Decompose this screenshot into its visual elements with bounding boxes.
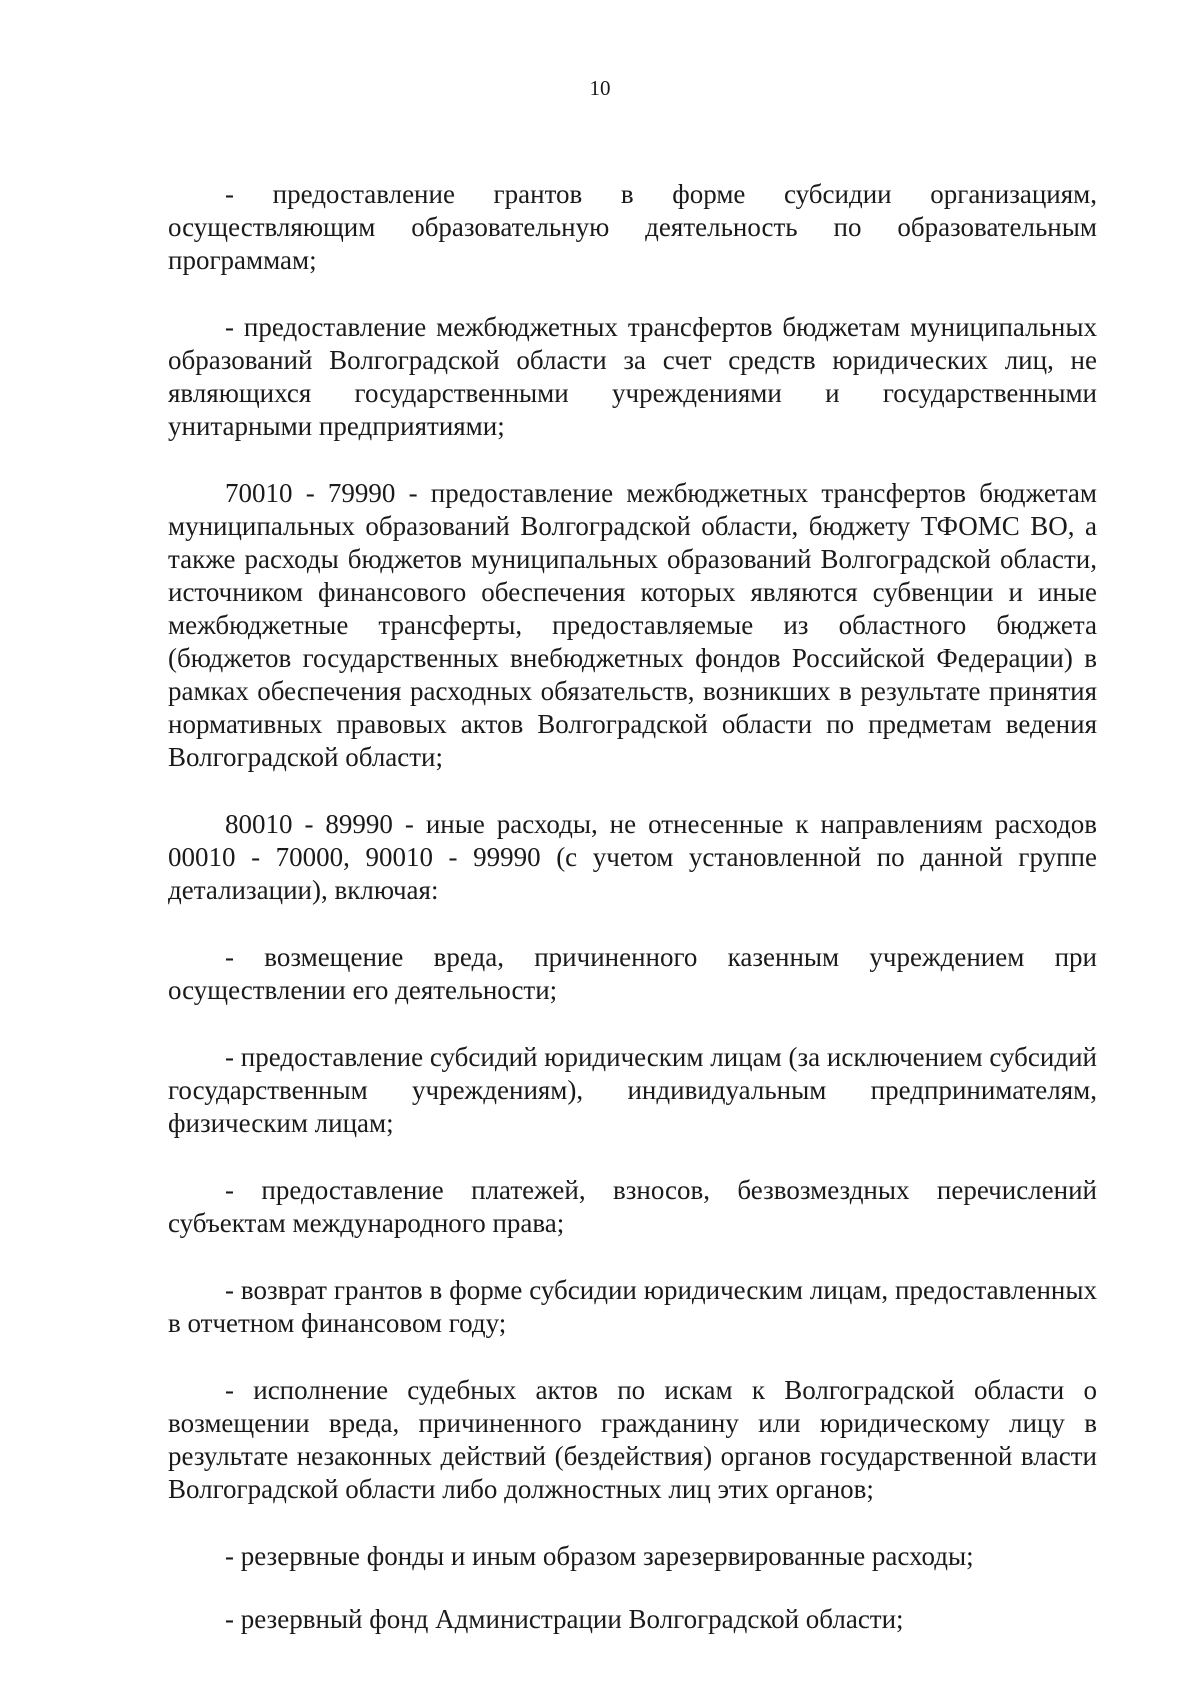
- paragraph-70010-79990: 70010 - 79990 - предоставление межбюджетных трансфертов бюджетам муниципальных образований Волгоградской области, бюджету ТФОМС ВО, а также расходы бюджетов муниципальных образований Волгоградской области, источником финансового обеспечения которых являются субвенции и иные межбюджетные трансферты, предоставляемые из областного бюджета (бюджетов государственных внебюджетных фондов Российской Федерации) в рамках обеспечения расходных обязательств, возникших в результате принятия нормативных правовых актов Волгоградской области по предметам ведения Волгоградской области;: [168, 478, 1097, 772]
- paragraph-interbudget-transfers-legal-entities: - предоставление межбюджетных трансфертов бюджетам муниципальных образований Волгоградской области за счет средств юридических лиц, не являющихся государственными учреждениями и государственными унитарными предприятиями;: [168, 312, 1097, 441]
- document-body: [168, 178, 1097, 1636]
- paragraph-grants-education: - предоставление грантов в форме субсидии организациям, осуществляющим образовательную деятельность по образовательным программам;: [168, 179, 1097, 275]
- paragraph-80010-89990: 80010 - 89990 - иные расходы, не отнесенные к направлениям расходов 00010 - 70000, 90010 - 99990 (с учетом установленной по данной группе детализации), включая:: [168, 809, 1097, 905]
- paragraph-reserve-funds: - резервные фонды и иным образом зарезервированные расходы;: [225, 1541, 974, 1571]
- paragraph-court-acts: - исполнение судебных актов по искам к Волгоградской области о возмещении вреда, причиненного гражданину или юридическому лицу в результате незаконных действий (бездействия) органов государственной власти Волгоградской области либо должностных лиц этих органов;: [168, 1375, 1097, 1504]
- paragraph-administration-reserve-fund: - резервный фонд Администрации Волгоградской области;: [225, 1604, 904, 1634]
- page-number: 10: [589, 76, 611, 100]
- paragraph-subsidies-legal-entities: - предоставление субсидий юридическим лицам (за исключением субсидий государственным учреждениям), индивидуальным предпринимателям, физическим лицам;: [168, 1042, 1097, 1138]
- paragraph-international-payments: - предоставление платежей, взносов, безвозмездных перечислений субъектам международного права;: [168, 1175, 1097, 1238]
- paragraph-damage-compensation: - возмещение вреда, причиненного казенным учреждением при осуществлении его деятельности;: [168, 942, 1097, 1005]
- paragraph-grant-return: - возврат грантов в форме субсидии юридическим лицам, предоставленных в отчетном финансовом году;: [168, 1275, 1097, 1338]
